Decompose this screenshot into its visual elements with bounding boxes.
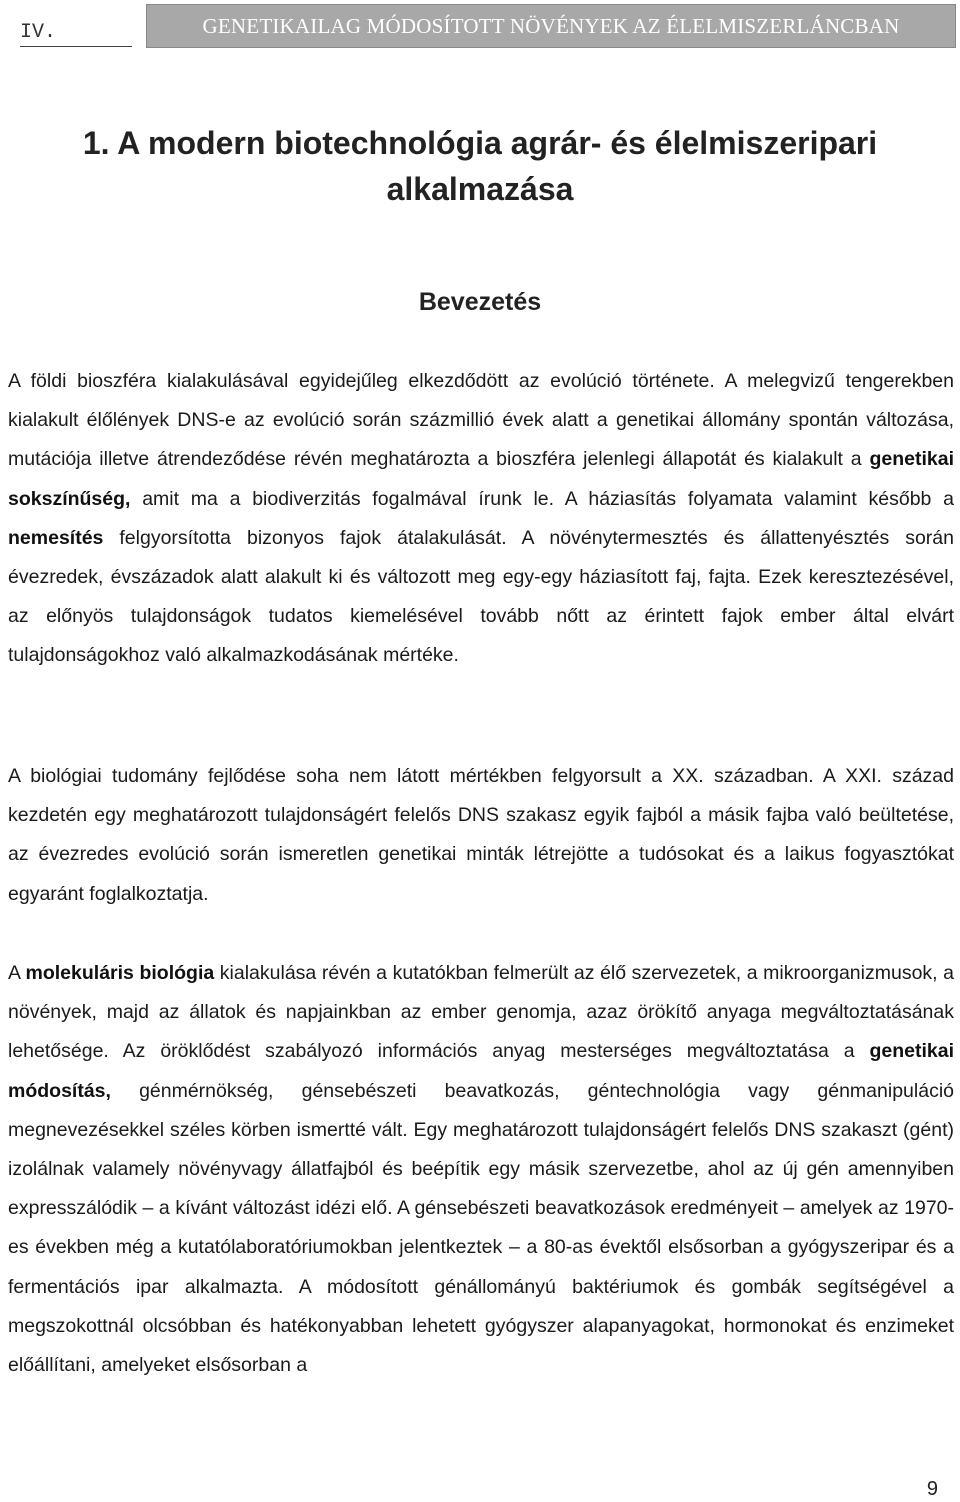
bold-term: nemesítés <box>8 526 104 549</box>
bold-term: genetikai sokszínűség, <box>8 448 954 510</box>
chapter-number: IV. <box>20 20 132 47</box>
bold-term: genetikai módosítás, <box>8 1040 954 1102</box>
paragraph-intro <box>8 362 954 676</box>
page-title-line-1: 1. A modern biotechnológia agrár- és élelmiszeripari <box>82 125 878 161</box>
chapter-banner <box>146 4 956 48</box>
page-title <box>30 120 930 212</box>
page-number: 9 <box>926 1478 938 1500</box>
paragraph-text: A földi bioszféra kialakulásával egyidejűleg elkezdődött az evolúció története. A melegvizű tengerekben kialakult élőlények DNS-e az evolúció során százmillió évek alatt a genetikai állomány spontán változása, mutációja illetve átrendeződése révén meghatározta a bioszféra jelenlegi állapotát és kialakult a <box>8 370 954 471</box>
page-title-line-2: alkalmazása <box>386 171 574 207</box>
paragraph-text: génmérnökség, génsebészeti beavatkozás, géntechnológia vagy génmanipuláció megnevezésekkel széles körben ismertté vált. Egy meghatározott tulajdonságért felelős DNS szakaszt (gént) izolálnak valamely növényvagy állatfajból és beépítik egy másik szervezetbe, ahol az új gén amennyiben expresszálódik – a kívánt változást idézi elő. A génsebészeti beavatkozások eredményeit – amelyek az 1970-es években még a kutatólaboratóriumokban jelentkeztek – a 80-as évektől elsősorban a gyógyszeripar és a fermentációs ipar alkalmazta. A módosított génállományú baktériumok és gombák segítségével a megszokottnál olcsóbban és hatékonyabban lehetett gyógyszer alapanyagokat, hormonokat és enzimeket előállítani, amelyeket elsősorban a <box>8 1079 954 1377</box>
paragraph-text: A <box>8 962 26 984</box>
paragraph-biology <box>8 757 954 914</box>
paragraph-text: felgyorsította bizonyos fajok átalakulását. A növénytermesztés és állattenyésztés során évezredek, évszázadok alatt alakult ki és változott meg egy-egy háziasított faj, fajta. Ezek keresztezésével, az előnyös tulajdonságok tudatos kiemelésével tovább nőtt az érintett fajok ember által elvárt tulajdonságokhoz való alkalmazkodásának mértéke. <box>8 526 954 667</box>
paragraph-molecular <box>8 954 954 1385</box>
section-heading: Bevezetés <box>418 288 542 316</box>
paragraph-text: A biológiai tudomány fejlődése soha nem látott mértékben felgyorsult a XX. században. A XXI. század kezdetén egy meghatározott tulajdonságért felelős DNS szakasz egyik fajból a másik fajba való beültetése, az évezredes evolúció során ismeretlen genetikai minták létrejötte a tudósokat és a laikus fogyasztókat egyaránt foglalkoztatja. <box>8 765 954 905</box>
paragraph-text: amit ma a biodiverzitás fogalmával írunk le. A háziasítás folyamata valamint később a <box>130 487 954 510</box>
chapter-title: GENETIKAILAG MÓDOSÍTOTT NÖVÉNYEK AZ ÉLELMISZERLÁNCBAN <box>202 13 900 38</box>
paragraph-text: kialakulása révén a kutatókban felmerült az élő szervezetek, a mikroorganizmusok, a növények, majd az állatok és napjainkban az ember genomja, azaz örökítő anyaga megváltoztatásának lehetősége. Az öröklődést szabályozó információs anyag mesterséges megváltoztatása a <box>8 962 955 1063</box>
bold-term: molekuláris biológia <box>25 962 215 984</box>
